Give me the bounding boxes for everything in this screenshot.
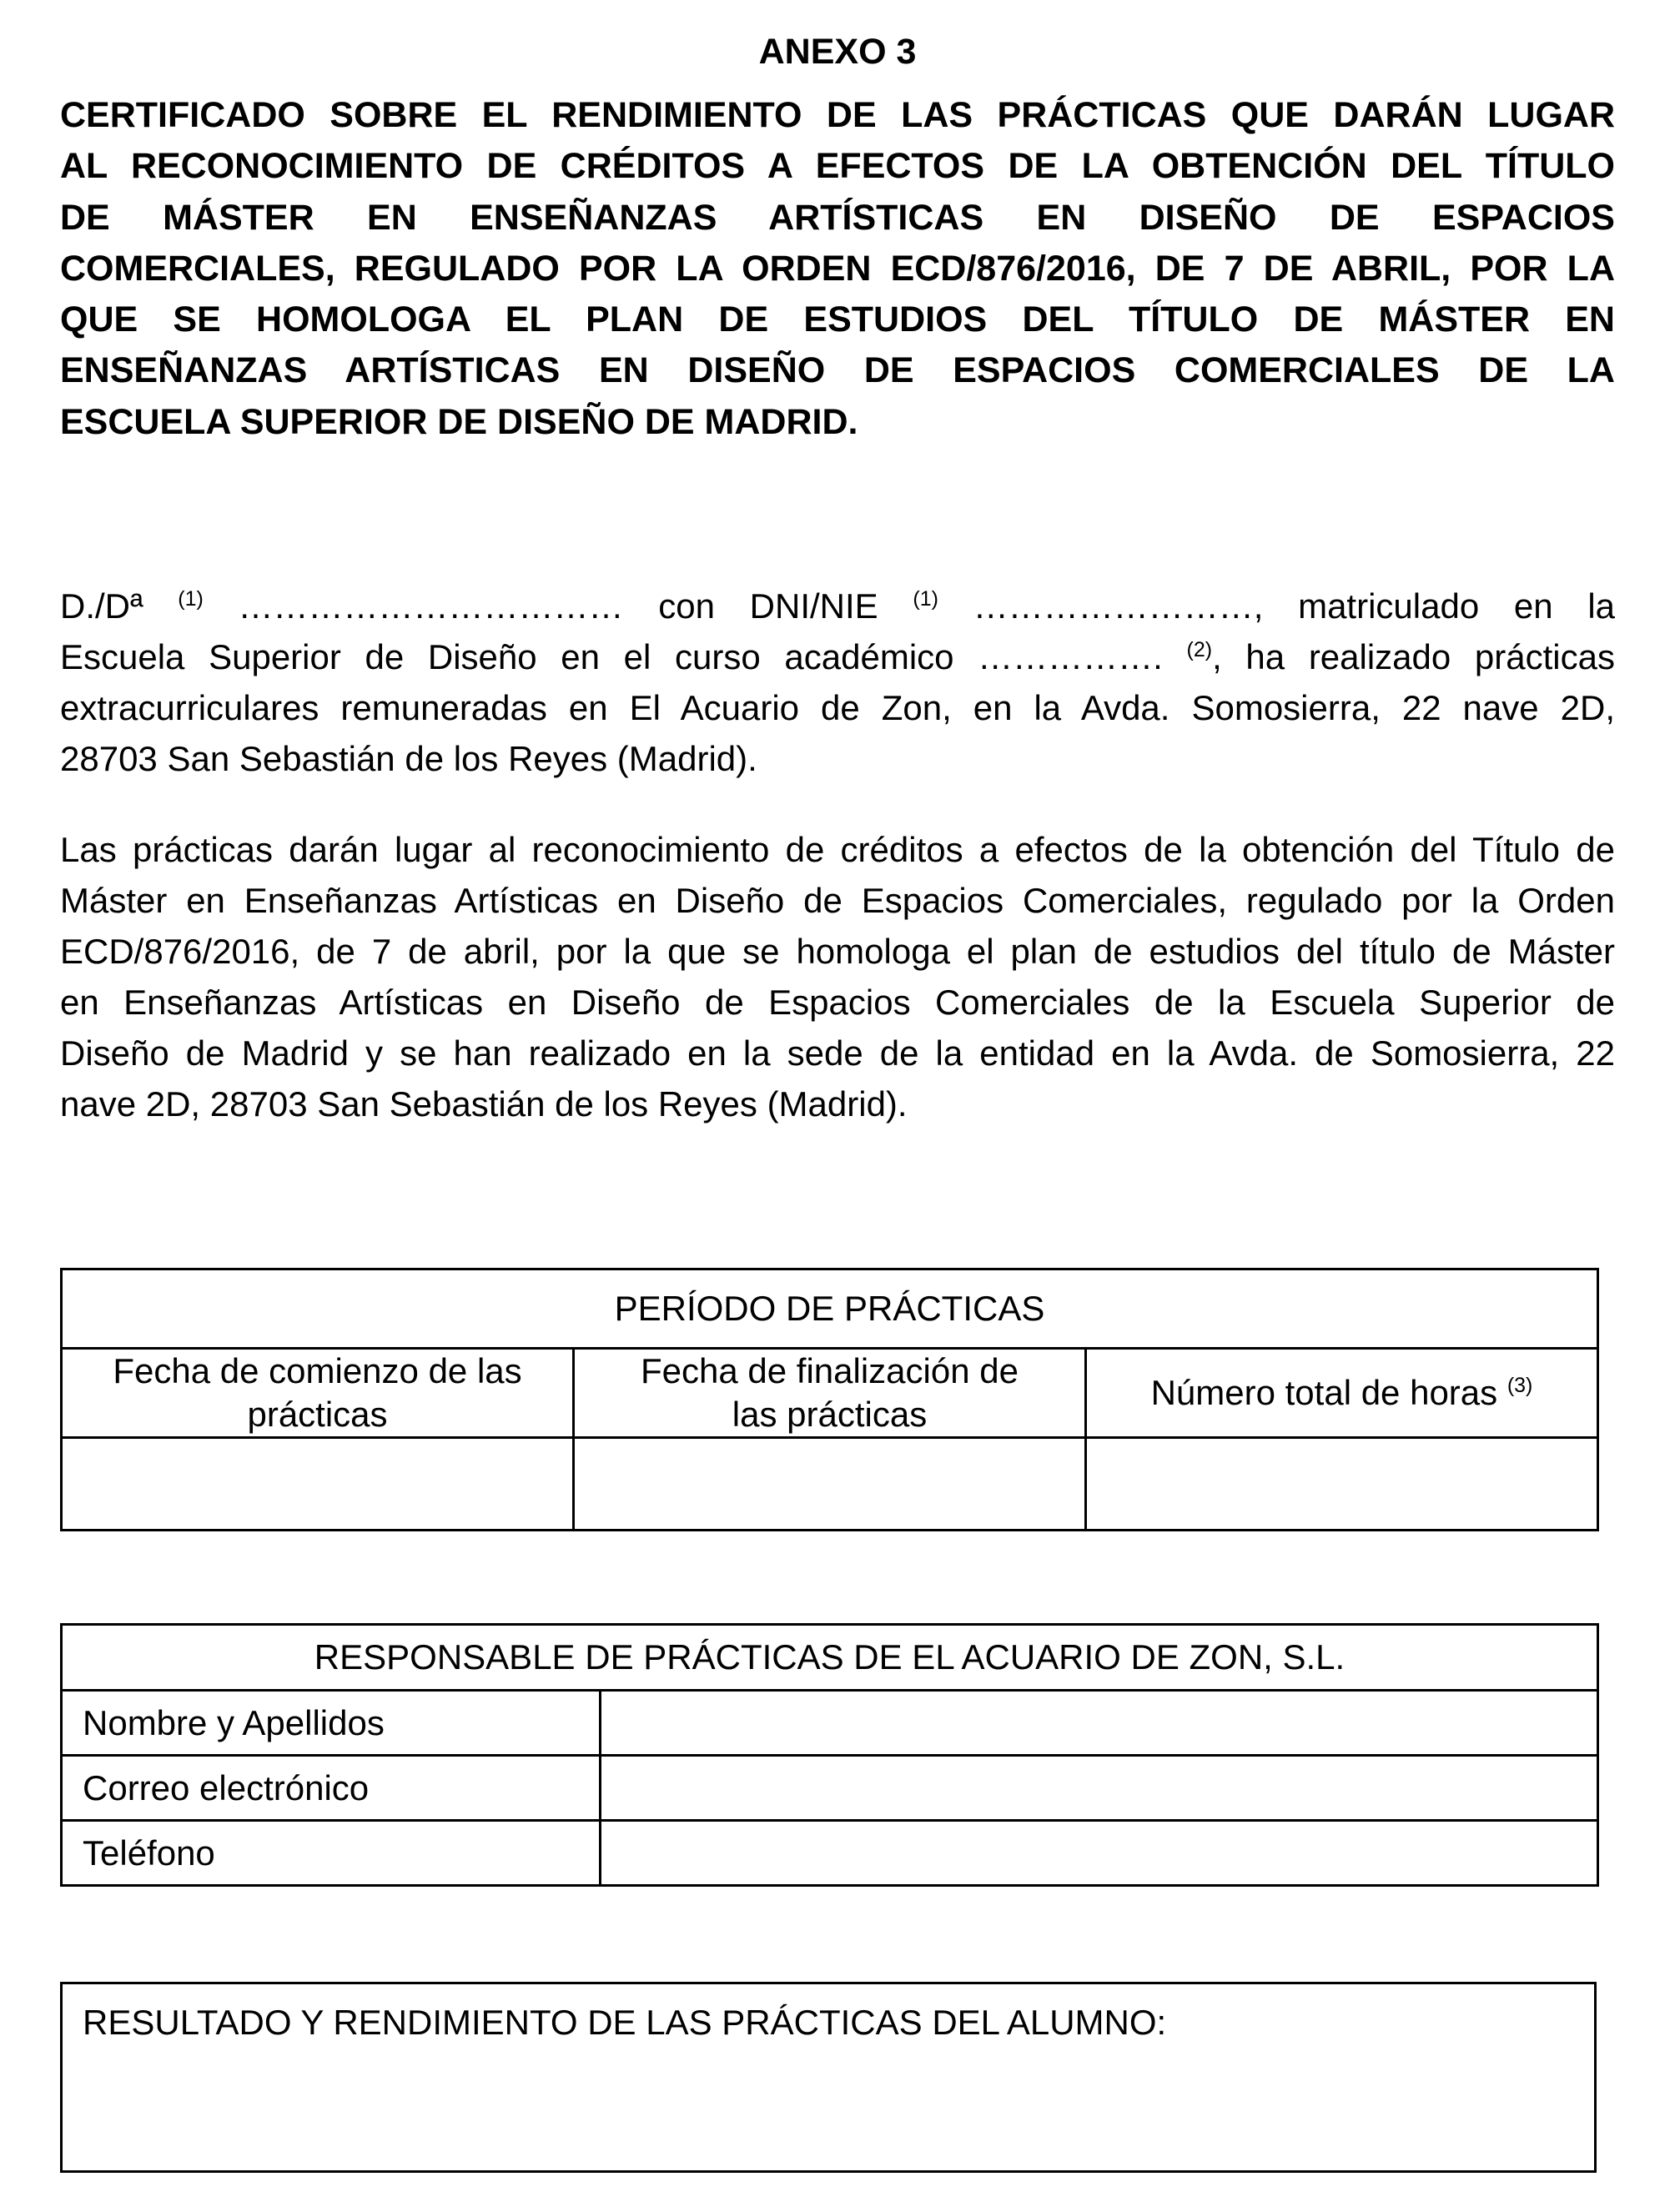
certificate-title xyxy=(60,90,1615,448)
footnote-ref: (3) xyxy=(1506,1374,1533,1397)
email-field[interactable] xyxy=(601,1756,1598,1821)
footnote-ref: (1) xyxy=(178,587,204,611)
header-text: Fecha de comienzo de las xyxy=(113,1351,522,1390)
line-text: ……………………, matriculado en la xyxy=(973,586,1616,626)
paragraph-line: en Enseñanzas Artísticas en Diseño de Espacios Comerciales de la Escuela Superior de xyxy=(60,983,1615,1022)
phone-label: Teléfono xyxy=(62,1821,601,1886)
resultado-table xyxy=(60,1982,1597,2173)
name-field[interactable] xyxy=(601,1691,1598,1756)
title-line: COMERCIALES, REGULADO POR LA ORDEN ECD/876/2016, DE 7 DE ABRIL, POR LA xyxy=(60,248,1615,289)
total-hours-field[interactable] xyxy=(1086,1438,1598,1531)
annex-heading: ANEXO 3 xyxy=(758,32,917,72)
paragraph-line: Diseño de Madrid y se han realizado en la sede de la entidad en la Avda. de Somosierra, 22 xyxy=(60,1033,1615,1073)
periodo-table xyxy=(60,1268,1599,1531)
title-line: QUE SE HOMOLOGA EL PLAN DE ESTUDIOS DEL TÍTULO DE MÁSTER EN xyxy=(60,299,1615,340)
line-text: D./Dª xyxy=(60,586,143,626)
footnote-ref: (1) xyxy=(913,587,938,611)
resultado-header: RESULTADO Y RENDIMIENTO DE LAS PRÁCTICAS DEL ALUMNO: xyxy=(83,2003,1167,2042)
footnote-ref: (2) xyxy=(1186,638,1213,661)
title-line: CERTIFICADO SOBRE EL RENDIMIENTO DE LAS PRÁCTICAS QUE DARÁN LUGAR xyxy=(60,95,1615,135)
header-text: las prácticas xyxy=(732,1395,928,1434)
paragraph-line: ECD/876/2016, de 7 de abril, por la que se homologa el plan de estudios del título de Máster xyxy=(60,932,1615,971)
paragraph-line xyxy=(60,581,1615,631)
paragraph-line: 28703 San Sebastián de los Reyes (Madrid). xyxy=(60,739,757,778)
phone-field[interactable] xyxy=(601,1821,1598,1886)
end-date-header xyxy=(574,1349,1086,1438)
total-hours-header xyxy=(1086,1349,1598,1438)
title-line: ESCUELA SUPERIOR DE DISEÑO DE MADRID. xyxy=(60,401,858,442)
paragraph-line xyxy=(60,631,1615,682)
start-date-field[interactable] xyxy=(62,1438,574,1531)
responsable-header: RESPONSABLE DE PRÁCTICAS DE EL ACUARIO DE ZON, S.L. xyxy=(62,1625,1598,1691)
title-line: ENSEÑANZAS ARTÍSTICAS EN DISEÑO DE ESPACIOS COMERCIALES DE LA xyxy=(60,350,1615,391)
recognition-paragraph xyxy=(60,824,1615,1129)
title-line: AL RECONOCIMIENTO DE CRÉDITOS A EFECTOS DE LA OBTENCIÓN DEL TÍTULO xyxy=(60,146,1615,187)
header-text: Número total de horas xyxy=(1150,1373,1498,1412)
responsable-table xyxy=(60,1623,1599,1887)
name-label: Nombre y Apellidos xyxy=(62,1691,601,1756)
title-line: DE MÁSTER EN ENSEÑANZAS ARTÍSTICAS EN DISEÑO DE ESPACIOS xyxy=(60,197,1615,238)
paragraph-line: Las prácticas darán lugar al reconocimiento de créditos a efectos de la obtención del Título de xyxy=(60,830,1615,869)
line-text: …………………………… con DNI/NIE xyxy=(238,586,878,626)
header-text: Fecha de finalización de xyxy=(641,1351,1019,1390)
line-text: Escuela Superior de Diseño en el curso académico ……………. xyxy=(60,637,1163,676)
start-date-header xyxy=(62,1349,574,1438)
paragraph-line: Máster en Enseñanzas Artísticas en Diseño de Espacios Comerciales, regulado por la Orden xyxy=(60,881,1615,920)
line-text xyxy=(1187,637,1615,676)
student-paragraph xyxy=(60,581,1615,784)
line-text: , ha realizado prácticas xyxy=(1212,637,1615,676)
end-date-field[interactable] xyxy=(574,1438,1086,1531)
email-label: Correo electrónico xyxy=(62,1756,601,1821)
resultado-box[interactable] xyxy=(62,1983,1596,2172)
header-text: prácticas xyxy=(247,1395,388,1434)
paragraph-line: nave 2D, 28703 San Sebastián de los Reyes (Madrid). xyxy=(60,1084,908,1124)
paragraph-line: extracurriculares remuneradas en El Acuario de Zon, en la Avda. Somosierra, 22 nave 2D, xyxy=(60,688,1615,727)
periodo-header: PERÍODO DE PRÁCTICAS xyxy=(62,1269,1598,1349)
